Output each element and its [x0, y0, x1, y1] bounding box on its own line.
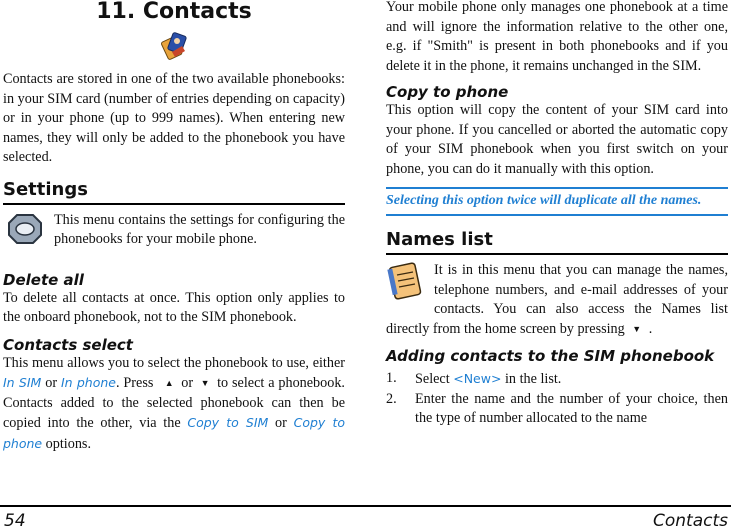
settings-text: This menu contains the settings for configuring the phonebooks for your mobile phone.: [54, 211, 345, 247]
heading-rule: [3, 203, 345, 205]
continued-paragraph: Your mobile phone only manages one phonebook at a time and will ignore the information relative to the other one, e.g. if "Smith" is present in both phonebooks and if you delete it in the phone, it remains unchanged in the SIM.: [386, 0, 728, 74]
settings-icon: [3, 211, 51, 263]
names-list-icon: [386, 261, 434, 313]
delete-all-text: To delete all contacts at once. This option only applies to the onboard phonebook, not to the SIM phonebook.: [3, 289, 345, 325]
contacts-icon: [3, 30, 345, 64]
address-book-icon: [158, 30, 190, 62]
heading-rule: [386, 253, 728, 255]
settings-heading: Settings: [3, 178, 88, 200]
settings-block: [3, 211, 345, 263]
copy-to-phone-heading: Copy to phone: [386, 83, 509, 101]
intro-paragraph: Contacts are stored in one of the two available phonebooks: in your SIM card (number of entries depending on capacity) or in your phone (up to 999 names). When entering new names, they will only be added to the phonebook you have selected.: [3, 71, 345, 165]
adding-steps: [386, 369, 728, 429]
page-number: 54: [4, 511, 26, 531]
option-in-sim: In SIM: [3, 375, 42, 390]
adding-contacts-heading: Adding contacts to the SIM phonebook: [386, 347, 715, 365]
page-footer: [0, 505, 731, 531]
chapter-title: 11. Contacts: [96, 0, 252, 24]
contacts-select-heading: Contacts select: [3, 335, 133, 354]
right-column: [386, 0, 728, 429]
running-title: Contacts: [653, 511, 728, 531]
delete-all-heading: Delete all: [3, 270, 84, 289]
contacts-select-text: This menu allows you to select the phonebook to use, either In SIM or In phone. Press ▲ or ▼ to select a phonebook. Contacts added to the selected phonebook can then be copied into the other, via the Copy to SIM or Copy to phone options.: [3, 354, 345, 452]
up-arrow-icon: ▲: [164, 378, 174, 388]
names-list-text: It is in this menu that you can manage the names, telephone numbers, and e-mail addresses of your contacts. You can also access the Names list directly from the home screen by pressing ▼ .: [386, 261, 728, 339]
down-arrow-icon: ▼: [200, 378, 210, 388]
notepad-icon: [386, 261, 424, 301]
names-list-heading: Names list: [386, 229, 493, 250]
list-item: 1. Select <New> in the list.: [386, 370, 562, 387]
copy-to-phone-text: This option will copy the content of your SIM card into your phone. If you cancelled or aborted the automatic copy of your SIM phonebook when you first switch on your phone, you can do it manually with this option.: [386, 102, 728, 177]
list-item: 2. Enter the name and the number of your choice, then the type of number allocated to the name: [386, 390, 728, 426]
option-copy-to-phone: Copy to phone: [3, 415, 345, 451]
nut-icon: [3, 211, 43, 247]
names-list-block: [386, 261, 728, 339]
left-column: [3, 0, 345, 454]
new-entry-option: <New>: [453, 371, 502, 386]
option-copy-to-sim: Copy to SIM: [187, 415, 269, 430]
down-arrow-icon: ▼: [632, 323, 642, 334]
option-in-phone: In phone: [60, 375, 116, 390]
duplicate-note: Selecting this option twice will duplicate all the names.: [386, 187, 728, 216]
